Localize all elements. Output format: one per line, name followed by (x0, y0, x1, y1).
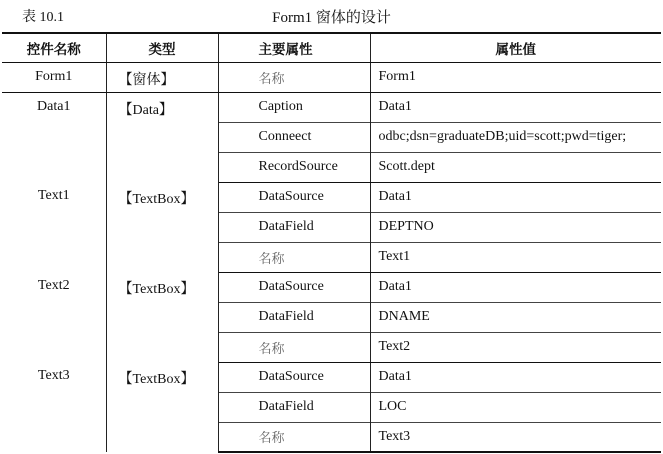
property-value-cell: Data1 (378, 189, 412, 204)
table-row (2, 182, 661, 212)
property-value-cell: Data1 (378, 369, 412, 384)
header-property-value: 属性值 (370, 33, 661, 62)
property-name-cell: 名称 (218, 62, 370, 92)
property-name-cell: DataField (218, 302, 370, 332)
control-name-cell: Text1 (2, 182, 106, 272)
property-name-cell: DataField (218, 392, 370, 422)
table-row (2, 362, 661, 392)
property-value-cell: DEPTNO (370, 212, 661, 242)
property-name-cell: DataField (218, 212, 370, 242)
property-name-cell: DataSource (218, 272, 370, 302)
table-title: Form1 窗体的设计 (272, 10, 391, 26)
control-name-cell: Form1 (2, 62, 106, 92)
table-row (2, 92, 661, 122)
control-type-cell: 【窗体】 (106, 62, 218, 92)
property-name-cell: RecordSource (218, 152, 370, 182)
property-value-cell: Data1 (378, 279, 412, 294)
property-value-cell: Data1 (378, 99, 412, 114)
control-type-cell: 【Data】 (106, 92, 218, 182)
table-row (2, 272, 661, 302)
property-value-cell: DNAME (370, 302, 661, 332)
property-value-cell: Text1 (370, 242, 661, 272)
control-name-cell: Text3 (2, 362, 106, 452)
table-body (2, 62, 661, 452)
property-name-cell: 名称 (218, 332, 370, 362)
property-value-cell: odbc;dsn=graduateDB;uid=scott;pwd=tiger; (370, 122, 661, 152)
property-value-cell: Text3 (370, 422, 661, 452)
table-caption (0, 0, 663, 30)
control-type-cell: 【TextBox】 (106, 362, 218, 452)
property-name-cell: Conneect (218, 122, 370, 152)
property-name-cell: 名称 (218, 242, 370, 272)
property-name-cell: 名称 (218, 422, 370, 452)
table-row (2, 62, 661, 92)
property-value-cell: Form1 (370, 62, 661, 92)
property-name-cell: DataSource (218, 182, 370, 212)
control-type-cell: 【TextBox】 (106, 272, 218, 362)
header-row (2, 33, 661, 62)
property-value-cell: Text2 (370, 332, 661, 362)
property-table (2, 32, 661, 453)
control-type-cell: 【TextBox】 (106, 182, 218, 272)
header-control-name: 控件名称 (2, 33, 106, 62)
header-main-property: 主要属性 (218, 33, 370, 62)
property-value-cell: Scott.dept (370, 152, 661, 182)
control-name-cell: Text2 (2, 272, 106, 362)
property-name-cell: DataSource (218, 362, 370, 392)
table-number: 表 10.1 (22, 10, 64, 25)
property-value-cell: LOC (370, 392, 661, 422)
control-name-cell: Data1 (2, 92, 106, 182)
header-type: 类型 (106, 33, 218, 62)
property-name-cell: Caption (218, 92, 370, 122)
